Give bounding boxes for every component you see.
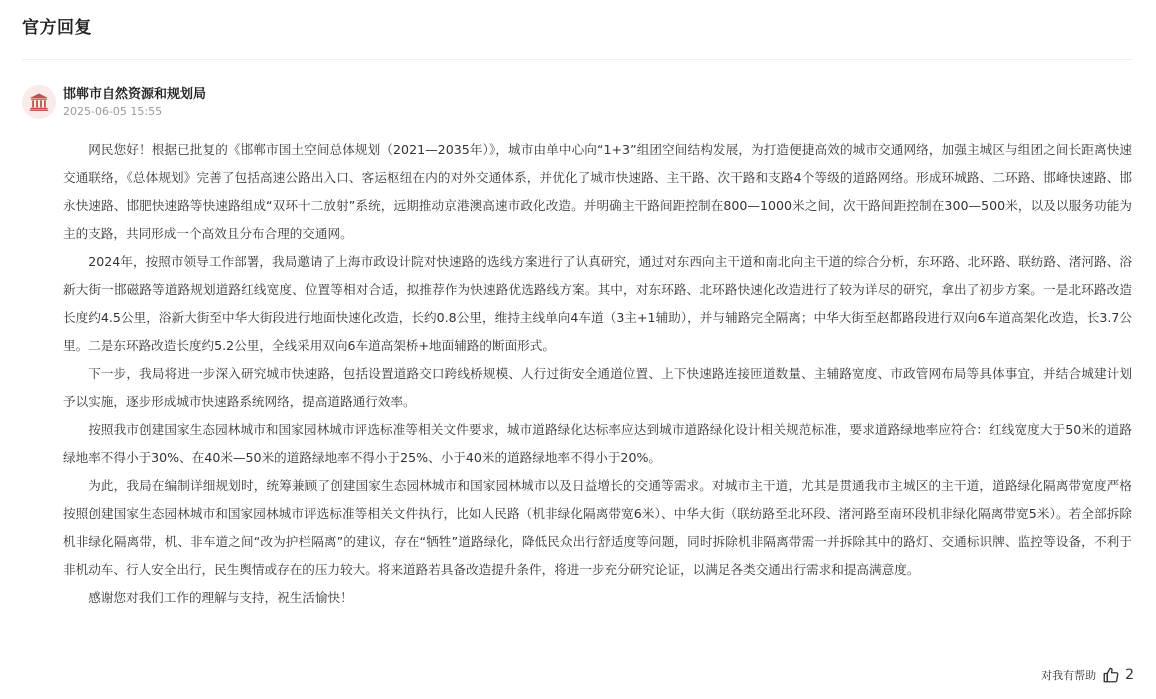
reply-paragraph: 感谢您对我们工作的理解与支持，祝生活愉快！	[88, 590, 353, 605]
reply-paragraph: 网民您好！根据已批复的《邯郸市国土空间总体规划（2021—2035年）》，城市由单中心向“1+3”组团空间结构发展，为打造便捷高效的城市交通网络，加强主城区与组团之间长距离快速交通联络，《总体规划》完善了包括高速公路出入口、客运枢纽在内的对外交通体系，并优化了城市快速路、主干路、次干路和支路4个等级的道路网络。形成环城路、二环路、邯峰快速路、邯永快速路、邯肥快速路等快速路组成“双环十二放射”系统，远期推动京港澳高速市政化改造。并明确主干路间距控制在800—1000米之间，次干路间距控制在300—500米，以及以服务功能为主的支路，共同形成一个高效且分布合理的交通网。	[63, 142, 1132, 241]
like-button[interactable]	[1102, 666, 1134, 684]
like-count: 2	[1125, 667, 1134, 683]
reply-paragraph: 为此，我局在编制详细规划时，统筹兼顾了创建国家生态园林城市和国家园林城市以及日益增长的交通等需求。对城市主干道，尤其是贯通我市主城区的主干道，道路绿化隔离带宽度严格按照创建国家生态园林城市和国家园林城市评选标准等相关文件执行，比如人民路（机非绿化隔离带宽6米）、中华大街（联纺路至北环段、渚河路至南环段机非绿化隔离带宽5米）。若全部拆除机非绿化隔离带，机、非车道之间“改为护栏隔离”的建议，存在“牺牲”道路绿化，降低民众出行舒适度等问题，同时拆除机非隔离带需一并拆除其中的路灯、交通标识牌、监控等设备，不利于非机动车、行人安全出行，民生舆情或存在的压力较大。将来道路若具备改造提升条件，将进一步充分研究论证，以满足各类交通出行需求和提高满意度。	[63, 478, 1132, 577]
reply-paragraph: 按照我市创建国家生态园林城市和国家园林城市评选标准等相关文件要求，城市道路绿化达标率应达到城市道路绿化设计相关规范标准，要求道路绿地率应符合：红线宽度大于50米的道路绿地率不得小于30%、在40米—50米的道路绿地率不得小于25%、小于40米的道路绿地率不得小于20%。	[63, 422, 1132, 465]
divider	[22, 59, 1131, 60]
reply-time: 2025-06-05 15:55	[63, 105, 163, 118]
helpful-bar	[1041, 666, 1134, 684]
org-name: 邯郸市自然资源和规划局	[63, 87, 207, 102]
avatar	[22, 85, 56, 119]
reply-paragraph: 下一步，我局将进一步深入研究城市快速路，包括设置道路交口跨线桥规模、人行过街安全通道位置、上下快速路连接匝道数量、主辅路宽度、市政管网布局等具体事宜，并结合城建计划予以实施，逐步形成城市快速路系统网络，提高道路通行效率。	[63, 366, 1132, 409]
thumbs-up-icon	[1102, 666, 1120, 684]
reply-body	[63, 136, 1132, 612]
reply-paragraph: 2024年，按照市领导工作部署，我局邀请了上海市政设计院对快速路的选线方案进行了认真研究，通过对东西向主干道和南北向主干道的综合分析，东环路、北环路、联纺路、渚河路、浴新大街一邯磁路等道路规划道路红线宽度、位置等相对合适，拟推荐作为快速路优选路线方案。其中，对东环路、北环路快速化改造进行了较为详尽的研究，拿出了初步方案。一是北环路改造长度约4.5公里，浴新大街至中华大街段进行地面快速化改造，长约0.8公里，维持主线单向4车道（3主+1辅助），并与辅路完全隔离；中华大街至赵都路段进行双向6车道高架化改造，长3.7公里。二是东环路改造长度约5.2公里，全线采用双向6车道高架桥+地面辅路的断面形式。	[63, 254, 1132, 353]
government-building-icon	[29, 92, 49, 112]
helpful-label: 对我有帮助	[1041, 669, 1097, 682]
section-title: 官方回复	[22, 18, 92, 38]
